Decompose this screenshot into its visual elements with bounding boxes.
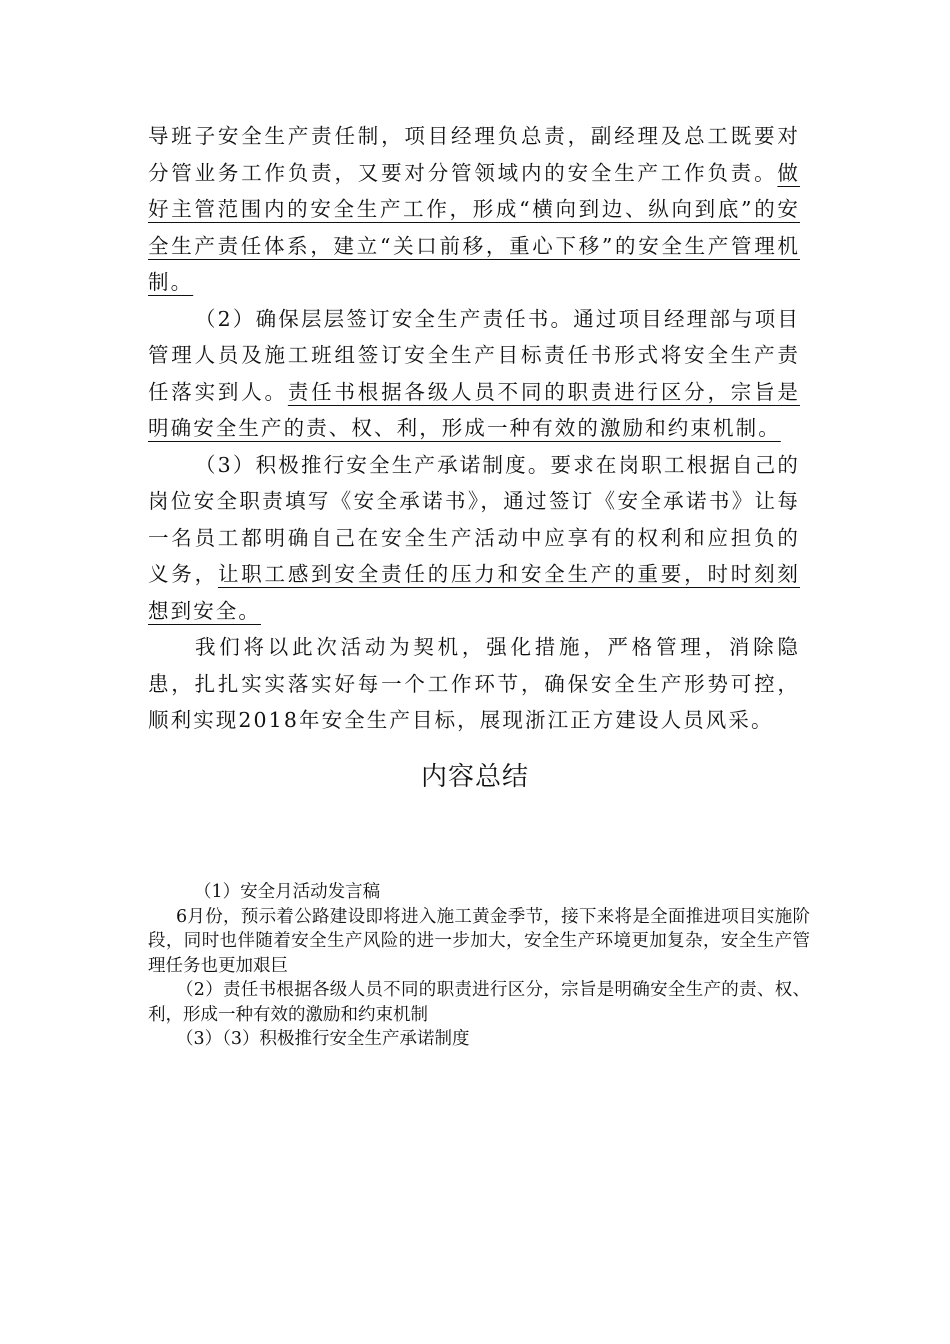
summary-item-1-body: 6月份，预示着公路建设即将进入施工黄金季节，接下来将是全面推进项目实施阶段，同时也伴随着安全生产风险的进一步加大，安全生产环境更加复杂，安全生产管理任务也更加艰巨 xyxy=(148,906,810,976)
summary-item-3: （3）（3）积极推行安全生产承诺制度 xyxy=(176,1029,470,1049)
paragraph-conclusion: 我们将以此次活动为契机，强化措施，严格管理，消除隐患，扎扎实实落实好每一个工作环节，确保安全生产形势可控，顺利实现2018年安全生产目标，展现浙江正方建设人员风采。 xyxy=(148,635,800,732)
paragraph-text: （2）确保层层签订安全生产责任书。通过项目经理部与项目管理人员及施工班组签订安全生产目标责任书形式将安全生产责任落实到人。 xyxy=(148,306,800,404)
underlined-text: 让职工感到安全责任的压力和安全生产的重要，时时刻刻想到安全。 xyxy=(148,562,800,623)
paragraph-text: （3）积极推行安全生产承诺制度。要求在岗职工根据自己的岗位安全职责填写《安全承诺书》，通过签订《安全承诺书》让每一名员工都明确自己在安全生产活动中应享有的权利和应担负的义务， xyxy=(148,452,800,586)
summary-item-1-heading: （1）安全月活动发言稿 xyxy=(194,882,381,902)
paragraph-text: 导班子安全生产责任制，项目经理负总责，副经理及总工既要对分管业务工作负责，又要对分管领域内的安全生产工作负责。 xyxy=(148,124,800,185)
summary-item-2: （2）责任书根据各级人员不同的职责进行区分，宗旨是明确安全生产的责、权、利，形成一种有效的激励和约束机制 xyxy=(148,980,810,1025)
summary-title: 内容总结 xyxy=(420,762,529,792)
paragraph-responsibility-letter xyxy=(148,301,800,447)
summary-section xyxy=(148,880,810,1052)
paragraph-commitment-system xyxy=(148,447,800,630)
underlined-text: 责任书根据各级人员不同的职责进行区分，宗旨是明确安全生产的责、权、利，形成一种有效的激励和约束机制。 xyxy=(148,379,800,440)
paragraph-responsibility-system xyxy=(148,118,800,301)
underlined-text: 做好主管范围内的安全生产工作，形成“横向到边、纵向到底”的安全生产责任体系，建立“关口前移，重心下移”的安全生产管理机制。 xyxy=(148,160,800,294)
document-body xyxy=(148,118,800,739)
